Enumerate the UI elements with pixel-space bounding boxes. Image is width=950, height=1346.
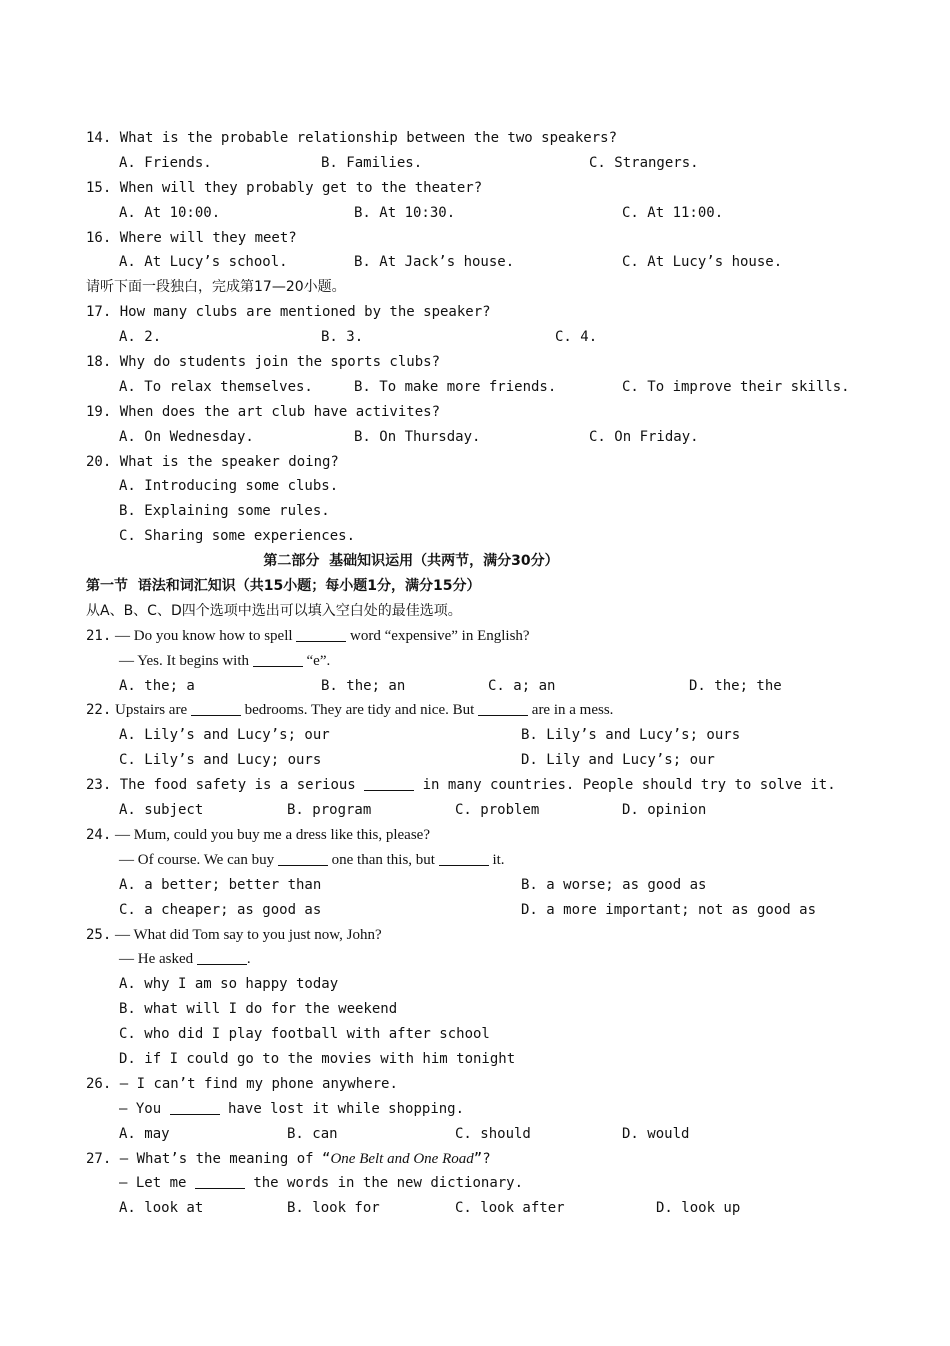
q27-text-1c: ”? bbox=[473, 1150, 491, 1167]
q22-option-d[interactable]: D. Lily and Lucy’s; our bbox=[521, 752, 715, 769]
q20-option-c[interactable]: C. Sharing some experiences. bbox=[119, 528, 356, 545]
q17-option-c[interactable]: C. 4. bbox=[555, 329, 598, 346]
q24-text-2b: one than this, but bbox=[331, 851, 435, 868]
q18-option-c[interactable]: C. To improve their skills. bbox=[622, 378, 850, 395]
q14-option-c[interactable]: C. Strangers. bbox=[589, 154, 699, 171]
section-one-heading: 第一节 语法和词汇知识（共15小题；每小题1分，满分15分） bbox=[86, 578, 481, 595]
q22-text-3: are in a mess. bbox=[531, 702, 614, 719]
q23-option-c[interactable]: C. problem bbox=[455, 802, 540, 819]
question-27-line-2 bbox=[86, 1171, 886, 1196]
question-22-options-row-2 bbox=[86, 748, 886, 773]
q25-text-1: — What did Tom say to you just now, John? bbox=[115, 926, 382, 943]
q23-option-b[interactable]: B. program bbox=[287, 802, 372, 819]
q15-option-b[interactable]: B. At 10:30. bbox=[354, 204, 456, 221]
question-22-line bbox=[86, 698, 886, 723]
question-22-options-row-1 bbox=[86, 723, 886, 748]
question-17-options bbox=[86, 325, 886, 350]
question-14-stem: 14. What is the probable relationship between the two speakers? bbox=[86, 130, 618, 146]
q20-option-b[interactable]: B. Explaining some rules. bbox=[119, 503, 330, 520]
q21-option-c[interactable]: C. a; an bbox=[488, 677, 556, 694]
q24-option-d[interactable]: D. a more important; not as good as bbox=[521, 901, 817, 918]
question-18-stem: 18. Why do students join the sports clubs? bbox=[86, 354, 441, 371]
question-27-line-1 bbox=[86, 1147, 886, 1172]
q18-option-a[interactable]: A. To relax themselves. bbox=[119, 378, 313, 395]
q24-text-2c: it. bbox=[492, 851, 505, 868]
q19-option-b[interactable]: B. On Thursday. bbox=[354, 428, 481, 445]
q23-blank[interactable] bbox=[364, 776, 414, 791]
q26-option-c[interactable]: C. should bbox=[455, 1125, 531, 1142]
q27-text-2b: the words in the new dictionary. bbox=[253, 1175, 524, 1192]
q20-option-a[interactable]: A. Introducing some clubs. bbox=[119, 478, 339, 495]
q25-option-d[interactable]: D. if I could go to the movies with him tonight bbox=[119, 1050, 516, 1067]
question-17-stem: 17. How many clubs are mentioned by the speaker? bbox=[86, 304, 491, 321]
question-20-stem: 20. What is the speaker doing? bbox=[86, 453, 339, 470]
q24-option-c[interactable]: C. a cheaper; as good as bbox=[119, 901, 322, 918]
question-26-options bbox=[86, 1122, 886, 1147]
question-22-number: 22. bbox=[86, 702, 112, 719]
q21-text-2a: — Yes. It begins with bbox=[119, 652, 250, 669]
question-19-options bbox=[86, 425, 886, 450]
question-15-options bbox=[86, 201, 886, 226]
question-24-number: 24. bbox=[86, 826, 112, 843]
q15-option-a[interactable]: A. At 10:00. bbox=[119, 204, 221, 221]
q27-text-2a: — Let me bbox=[119, 1175, 187, 1192]
q27-option-d[interactable]: D. look up bbox=[656, 1200, 741, 1217]
question-18-options bbox=[86, 375, 886, 400]
q24-blank-1[interactable] bbox=[278, 851, 328, 866]
q24-option-b[interactable]: B. a worse; as good as bbox=[521, 876, 707, 893]
q26-text-1: — I can’t find my phone anywhere. bbox=[119, 1075, 398, 1092]
question-24-options-row-2 bbox=[86, 898, 886, 923]
question-27-number: 27. bbox=[86, 1150, 112, 1167]
q23-text-2: in many countries. People should try to solve it. bbox=[422, 777, 836, 794]
q26-option-d[interactable]: D. would bbox=[622, 1125, 690, 1142]
q18-option-b[interactable]: B. To make more friends. bbox=[354, 378, 557, 395]
q22-blank-1[interactable] bbox=[191, 701, 241, 716]
question-26-line-1 bbox=[86, 1072, 886, 1097]
q16-option-a[interactable]: A. At Lucy’s school. bbox=[119, 254, 288, 271]
q24-blank-2[interactable] bbox=[439, 851, 489, 866]
question-25-line-2 bbox=[86, 947, 886, 972]
q24-text-2a: — Of course. We can buy bbox=[119, 851, 275, 868]
q26-text-2a: — You bbox=[119, 1100, 162, 1117]
q23-option-a[interactable]: A. subject bbox=[119, 802, 204, 819]
question-26-line-2 bbox=[86, 1097, 886, 1122]
q19-option-c[interactable]: C. On Friday. bbox=[589, 428, 699, 445]
q17-option-b[interactable]: B. 3. bbox=[321, 329, 364, 346]
question-23-line bbox=[86, 773, 886, 798]
q27-option-a[interactable]: A. look at bbox=[119, 1200, 204, 1217]
q21-text-2b: “e”. bbox=[306, 652, 331, 669]
question-21-number: 21. bbox=[86, 627, 112, 644]
q22-blank-2[interactable] bbox=[478, 701, 528, 716]
question-25-line-1 bbox=[86, 923, 886, 948]
q25-text-2b: . bbox=[246, 951, 251, 968]
q25-option-c[interactable]: C. who did I play football with after school bbox=[119, 1026, 490, 1043]
q23-option-d[interactable]: D. opinion bbox=[622, 802, 707, 819]
q24-option-a[interactable]: A. a better; better than bbox=[119, 876, 322, 893]
q27-text-1a: — What’s the meaning of “ bbox=[119, 1150, 331, 1167]
q17-option-a[interactable]: A. 2. bbox=[119, 329, 162, 346]
q21-option-a[interactable]: A. the; a bbox=[119, 677, 195, 694]
question-24-line-1 bbox=[86, 823, 886, 848]
q27-italic-phrase: One Belt and One Road bbox=[330, 1150, 474, 1167]
q25-option-b[interactable]: B. what will I do for the weekend bbox=[119, 1001, 398, 1018]
monologue-instruction: 请听下面一段独白，完成第17—20小题。 bbox=[86, 279, 346, 296]
q14-option-a[interactable]: A. Friends. bbox=[119, 154, 212, 171]
q22-option-a[interactable]: A. Lily’s and Lucy’s; our bbox=[119, 727, 330, 744]
q16-option-c[interactable]: C. At Lucy’s house. bbox=[622, 254, 783, 271]
question-23-options bbox=[86, 798, 886, 823]
question-27-options bbox=[86, 1196, 886, 1221]
q21-blank-2[interactable] bbox=[253, 652, 303, 667]
question-14-options bbox=[86, 151, 886, 176]
question-16-options bbox=[86, 250, 886, 275]
q15-option-c[interactable]: C. At 11:00. bbox=[622, 204, 724, 221]
q26-option-b[interactable]: B. can bbox=[287, 1125, 338, 1142]
q27-option-c[interactable]: C. look after bbox=[455, 1200, 565, 1217]
question-21-options bbox=[86, 674, 886, 699]
q22-text-2: bedrooms. They are tidy and nice. But bbox=[244, 702, 475, 719]
q24-text-1: — Mum, could you buy me a dress like this, please? bbox=[115, 826, 430, 843]
exam-content bbox=[86, 126, 886, 1221]
q23-text-1: The food safety is a serious bbox=[119, 777, 356, 794]
q16-option-b[interactable]: B. At Jack’s house. bbox=[354, 254, 515, 271]
q26-text-2b: have lost it while shopping. bbox=[228, 1100, 465, 1117]
q25-option-a[interactable]: A. why I am so happy today bbox=[119, 976, 339, 993]
q25-text-2a: — He asked bbox=[119, 951, 194, 968]
q14-option-b[interactable]: B. Families. bbox=[321, 154, 423, 171]
q21-text-1b: word “expensive” in English? bbox=[350, 627, 530, 644]
q21-option-d[interactable]: D. the; the bbox=[689, 677, 782, 694]
question-19-stem: 19. When does the art club have activites? bbox=[86, 403, 441, 420]
q19-option-a[interactable]: A. On Wednesday. bbox=[119, 428, 254, 445]
q21-text-1a: — Do you know how to spell bbox=[115, 627, 293, 644]
question-26-number: 26. bbox=[86, 1075, 112, 1092]
q25-blank[interactable] bbox=[197, 950, 247, 965]
q21-blank-1[interactable] bbox=[296, 627, 346, 642]
question-23-number: 23. bbox=[86, 777, 112, 794]
question-15-stem: 15. When will they probably get to the theater? bbox=[86, 179, 483, 196]
q21-option-b[interactable]: B. the; an bbox=[321, 677, 406, 694]
q27-blank[interactable] bbox=[195, 1174, 245, 1189]
question-24-line-2 bbox=[86, 848, 886, 873]
part-two-heading: 第二部分 基础知识运用（共两节，满分30分） bbox=[263, 553, 559, 570]
q22-option-b[interactable]: B. Lily’s and Lucy’s; ours bbox=[521, 727, 741, 744]
q27-option-b[interactable]: B. look for bbox=[287, 1200, 380, 1217]
q26-blank[interactable] bbox=[170, 1100, 220, 1115]
question-21-line-1 bbox=[86, 624, 886, 649]
question-16-stem: 16. Where will they meet? bbox=[86, 229, 297, 246]
q26-option-a[interactable]: A. may bbox=[119, 1125, 170, 1142]
section-one-instruction: 从A、B、C、D四个选项中选出可以填入空白处的最佳选项。 bbox=[86, 602, 462, 619]
q22-text-1: Upstairs are bbox=[115, 702, 188, 719]
q22-option-c[interactable]: C. Lily’s and Lucy; ours bbox=[119, 752, 322, 769]
question-21-line-2 bbox=[86, 649, 886, 674]
question-25-number: 25. bbox=[86, 926, 112, 943]
question-24-options-row-1 bbox=[86, 873, 886, 898]
